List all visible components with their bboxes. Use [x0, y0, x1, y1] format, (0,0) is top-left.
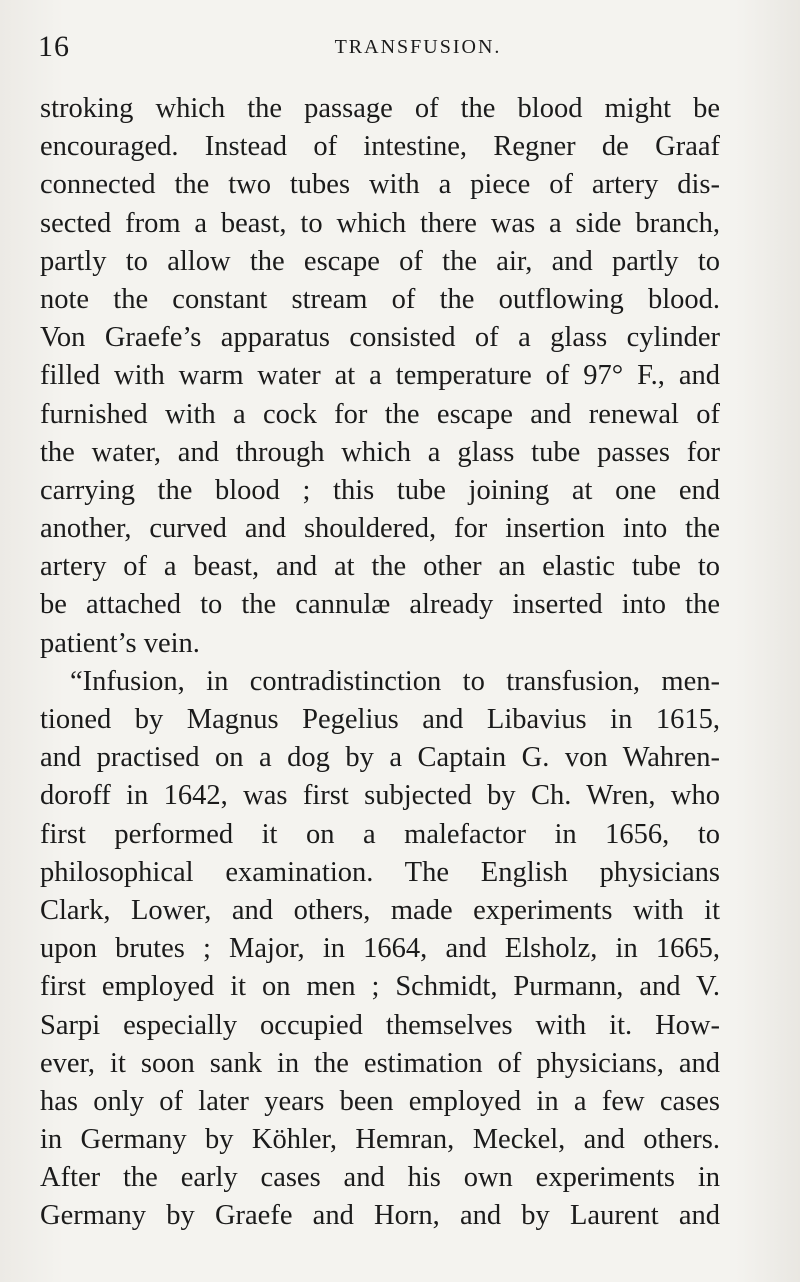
- text-line: and practised on a dog by a Captain G. von Wahren-: [40, 742, 720, 774]
- running-title: TRANSFUSION.: [334, 36, 502, 58]
- body-text: [40, 90, 720, 1236]
- text-line: philosophical examination. The English physicians: [40, 856, 720, 888]
- text-line: be attached to the cannulæ already inserted into the: [40, 589, 720, 621]
- running-head: [38, 30, 738, 70]
- text-line: connected the two tubes with a piece of artery dis-: [40, 169, 720, 201]
- text-line: carrying the blood ; this tube joining at one end: [40, 474, 720, 506]
- paragraph-start-line: “Infusion, in contradistinction to transfusion, men-: [70, 665, 720, 697]
- text-line: tioned by Magnus Pegelius and Libavius in 1615,: [40, 704, 720, 735]
- text-line: partly to allow the escape of the air, and partly to: [40, 245, 720, 277]
- text-line: upon brutes ; Major, in 1664, and Elsholz, in 1665,: [40, 933, 720, 965]
- text-line: stroking which the passage of the blood might be: [40, 93, 720, 124]
- text-line: furnished with a cock for the escape and renewal of: [40, 398, 720, 430]
- text-line: the water, and through which a glass tube passes for: [40, 436, 720, 468]
- text-line: first employed it on men ; Schmidt, Purmann, and V.: [40, 971, 720, 1003]
- text-line: filled with warm water at a temperature of 97° F., and: [40, 360, 720, 392]
- page-number: 16: [38, 30, 70, 63]
- text-line: note the constant stream of the outflowing blood.: [40, 283, 720, 315]
- text-line: After the early cases and his own experiments in: [40, 1162, 720, 1194]
- text-line: ever, it soon sank in the estimation of physicians, and: [40, 1047, 720, 1079]
- text-line: in Germany by Köhler, Hemran, Meckel, and others.: [40, 1124, 720, 1156]
- text-line: has only of later years been employed in a few cases: [40, 1085, 720, 1117]
- text-line: another, curved and shouldered, for insertion into the: [40, 513, 720, 545]
- text-line: Sarpi especially occupied themselves with it. How-: [40, 1009, 720, 1041]
- paragraph-end-line: patient’s vein.: [40, 627, 200, 659]
- text-line: doroff in 1642, was first subjected by Ch. Wren, who: [40, 780, 720, 812]
- text-line: artery of a beast, and at the other an elastic tube to: [40, 551, 720, 583]
- text-line: Von Graefe’s apparatus consisted of a glass cylinder: [40, 322, 720, 354]
- text-line: sected from a beast, to which there was a side branch,: [40, 207, 720, 239]
- text-line: encouraged. Instead of intestine, Regner de Graaf: [40, 131, 720, 163]
- text-line: first performed it on a malefactor in 1656, to: [40, 818, 720, 850]
- text-line: Germany by Graefe and Horn, and by Laurent and: [40, 1200, 720, 1232]
- text-line: Clark, Lower, and others, made experiments with it: [40, 894, 720, 926]
